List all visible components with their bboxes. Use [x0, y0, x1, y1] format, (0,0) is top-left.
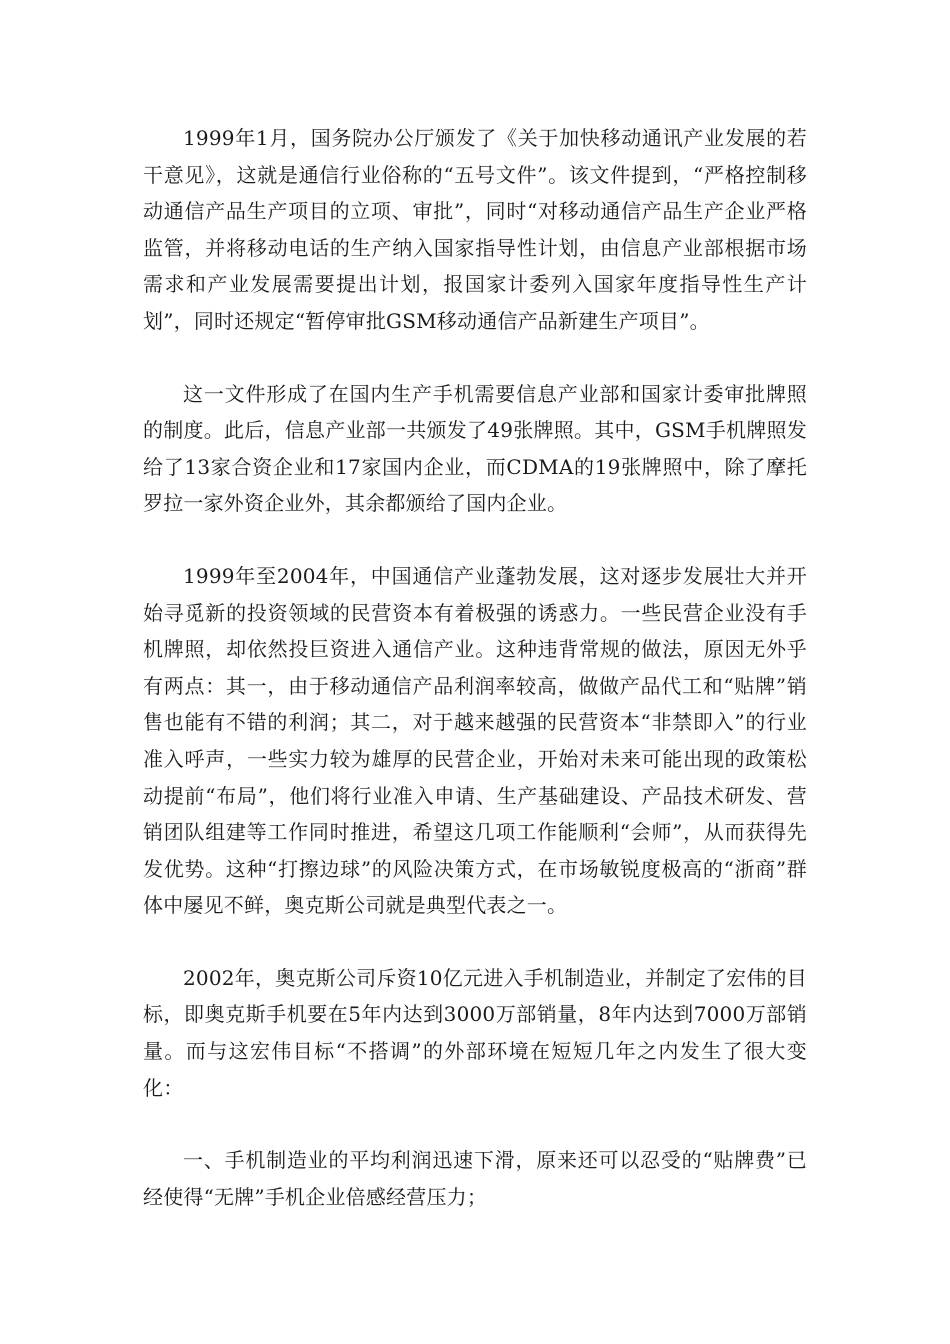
paragraph-2: 这一文件形成了在国内生产手机需要信息产业部和国家计委审批牌照的制度。此后，信息产业部一共颁发了49张牌照。其中，GSM手机牌照发给了13家合资企业和17家国内企业，而CDMA的19张牌照中，除了摩托罗拉一家外资企业外，其余都颁给了国内企业。 — [143, 381, 807, 516]
paragraph-3: 1999年至2004年，中国通信产业蓬勃发展，这对逐步发展壮大并开始寻觅新的投资领域的民营资本有着极强的诱惑力。一些民营企业没有手机牌照，却依然投巨资进入通信产业。这种违背常规的做法，原因无外乎有两点：其一，由于移动通信产品利润率较高，做做产品代工和“贴牌”销售也能有不错的利润；其二，对于越来越强的民营资本“非禁即入”的行业准入呼声，一些实力较为雄厚的民营企业，开始对未来可能出现的政策松动提前“布局”，他们将行业准入申请、生产基础建设、产品技术研发、营销团队组建等工作同时推进，希望这几项工作能顺利“会师”，从而获得先发优势。这种“打擦边球”的风险决策方式，在市场敏锐度极高的“浙商”群体中屡见不鲜，奥克斯公司就是典型代表之一。 — [143, 563, 807, 918]
paragraph-1: 1999年1月，国务院办公厅颁发了《关于加快移动通讯产业发展的若干意见》，这就是通信行业俗称的“五号文件”。该文件提到，“严格控制移动通信产品生产项目的立项、审批”，同时“对移动通信产品生产企业严格监管，并将移动电话的生产纳入国家指导性计划，由信息产业部根据市场需求和产业发展需要提出计划，报国家计委列入国家年度指导性生产计划”，同时还规定“暂停审批GSM移动通信产品新建生产项目”。 — [143, 126, 807, 333]
document-page — [143, 120, 807, 1251]
paragraph-5: 一、手机制造业的平均利润迅速下滑，原来还可以忍受的“贴牌费”已经使得“无牌”手机企业倍感经营压力； — [143, 1148, 807, 1209]
paragraph-4: 2002年，奥克斯公司斥资10亿元进入手机制造业，并制定了宏伟的目标，即奥克斯手机要在5年内达到3000万部销量，8年内达到7000万部销量。而与这宏伟目标“不搭调”的外部环境在短短几年之内发生了很大变化： — [143, 965, 807, 1100]
